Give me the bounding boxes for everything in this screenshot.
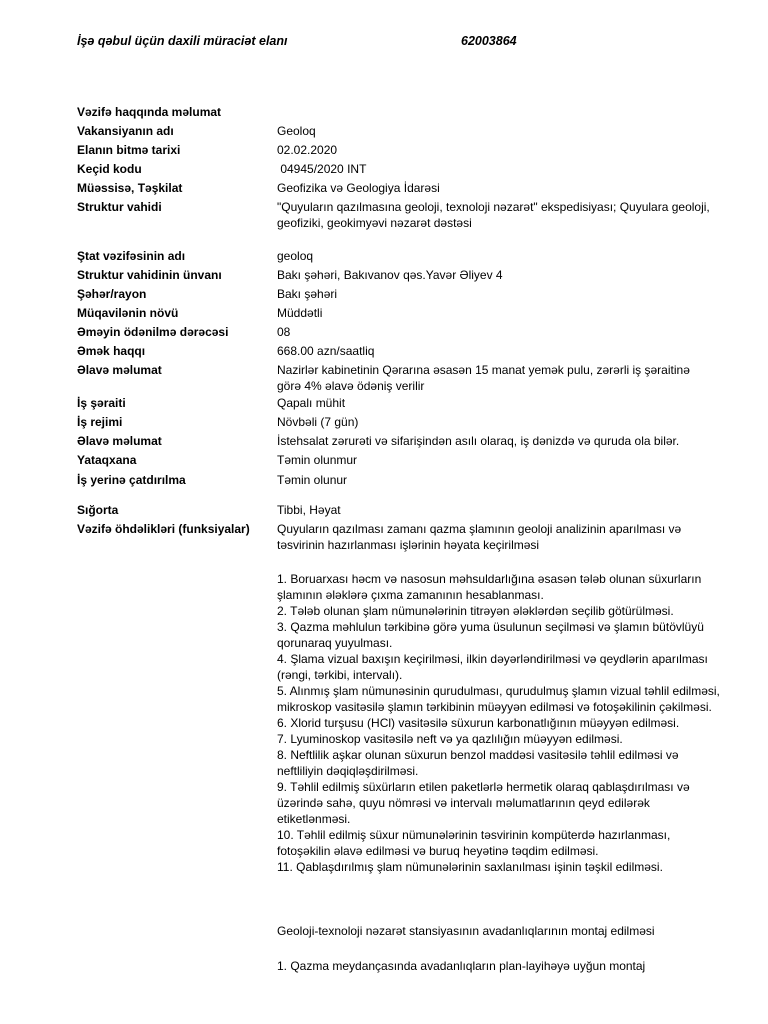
row-label: Keçid kodu bbox=[77, 162, 142, 176]
section-title: Vəzifə haqqında məlumat bbox=[77, 105, 222, 119]
row-label: Sığorta bbox=[77, 503, 119, 517]
list-item: 10. Təhlil edilmiş süxur nümunələrinin təsvirinin kompüterdə hazırlanması, fotoşəkilin əlavə edilməsi və buruq heyətinə təqdim edilməsi. bbox=[277, 828, 671, 858]
row-value: geoloq bbox=[277, 249, 314, 263]
row-value: 668.00 azn/saatliq bbox=[277, 344, 375, 358]
row-label: Şəhər/rayon bbox=[77, 287, 147, 301]
row-value: Geoloq bbox=[277, 124, 316, 138]
row-label: Yataqxana bbox=[77, 453, 137, 467]
list-item: 6. Xlorid turşusu (HCl) vasitəsilə süxurun karbonatlığının müəyyən edilməsi. bbox=[277, 716, 680, 730]
row-value: Növbəli (7 gün) bbox=[277, 415, 359, 429]
list-item: 11. Qablaşdırılmış şlam nümunələrinin saxlanılması işinin təşkil edilməsi. bbox=[277, 860, 663, 874]
row-label: Struktur vahidi bbox=[77, 200, 162, 214]
list-item: 9. Təhlil edilmiş süxürların etilen paketlərlə hermetik olaraq qablaşdırılması və üzərində sahə, quyu nömrəsi və intervalı məlumatlarının qeyd edilərək etiketlənməsi. bbox=[277, 780, 690, 826]
row-value: Müddətli bbox=[277, 306, 323, 320]
row-value: Quyuların qazılması zamanı qazma şlamının geoloji analizinin aparılması və təsvirinin hazırlanması işlərinin həyata keçirilməsi bbox=[277, 522, 682, 552]
row-value: Təmin olunmur bbox=[277, 453, 358, 467]
row-value: 02.02.2020 bbox=[277, 143, 338, 157]
row-value: Nazirlər kabinetinin Qərarına əsasən 15 manat yemək pulu, zərərli iş şəraitinə görə 4% əlavə ödəniş verilir bbox=[277, 363, 690, 393]
row-label: Əməyin ödənilmə dərəcəsi bbox=[77, 325, 229, 339]
row-label: Müəssisə, Təşkilat bbox=[77, 181, 183, 195]
row-value: 04945/2020 INT bbox=[277, 162, 367, 176]
row-label: Ştat vəzifəsinin adı bbox=[77, 249, 186, 263]
document-title: İşə qəbul üçün daxili müraciət elanı bbox=[77, 34, 288, 48]
row-label: Əmək haqqı bbox=[77, 344, 146, 358]
list-item: 8. Neftlilik aşkar olunan süxurun benzol maddəsi vasitəsilə təhlil edilməsi və neftliliyin dəqiqləşdirilməsi. bbox=[277, 748, 679, 778]
row-value: Geofizika və Geologiya İdarəsi bbox=[277, 181, 440, 195]
document-code: 62003864 bbox=[461, 34, 517, 48]
row-value: Bakı şəhəri, Bakıvanov qəs.Yavər Əliyev 4 bbox=[277, 268, 503, 282]
row-value: Bakı şəhəri bbox=[277, 287, 338, 301]
row-value: "Quyuların qazılmasına geoloji, texnoloji nəzarət" ekspedisiyası; Quyulara geoloji, geofiziki, geokimyəvi nəzarət dəstəsi bbox=[277, 200, 710, 230]
list-item: 5. Alınmış şlam nümunəsinin qurudulması, qurudulmuş şlamın vizual təhlil edilməsi, mikroskop vasitəsilə şlamın tərkibinin müəyyən edilməsi və fotoşəkilinin çəkilməsi. bbox=[277, 684, 720, 714]
row-value: 08 bbox=[277, 325, 291, 339]
row-value: Qapalı mühit bbox=[277, 396, 346, 410]
row-label: Vakansiyanın adı bbox=[77, 124, 174, 138]
row-label: Müqavilənin növü bbox=[77, 306, 179, 320]
list-item: 2. Tələb olunan şlam nümunələrinin titrəyən ələklərdən seçilib götürülməsi. bbox=[277, 604, 674, 618]
list-item: 7. Lyuminoskop vasitəsilə neft və ya qazlılığın müəyyən edilməsi. bbox=[277, 732, 623, 746]
row-label: Elanın bitmə tarixi bbox=[77, 143, 181, 157]
row-value: Təmin olunur bbox=[277, 473, 348, 487]
subsection-title: Geoloji-texnoloji nəzarət stansiyasının avadanlıqlarının montaj edilməsi bbox=[277, 924, 655, 938]
row-label: İş yerinə çatdırılma bbox=[77, 473, 186, 487]
row-label: Əlavə məlumat bbox=[77, 434, 162, 448]
list-item: 3. Qazma məhlulun tərkibinə görə yuma üsulunun seçilməsi və şlamın bütövlüyü qorunaraq yuyulması. bbox=[277, 620, 704, 650]
row-value: Tibbi, Həyat bbox=[277, 503, 341, 517]
subsection-item: 1. Qazma meydançasında avadanlıqların plan-layihəyə uyğun montaj bbox=[277, 959, 646, 973]
row-label: Vəzifə öhdəlikləri (funksiyalar) bbox=[77, 522, 250, 536]
row-value: İstehsalat zərurəti və sifarişindən asılı olaraq, iş dənizdə və quruda ola bilər. bbox=[277, 434, 680, 448]
row-label: İş şəraiti bbox=[77, 396, 126, 410]
row-label: Əlavə məlumat bbox=[77, 363, 162, 377]
list-item: 4. Şlama vizual baxışın keçirilməsi, ilkin dəyərləndirilməsi və qeydlərin aparılması (rəngi, tərkibi, intervalı). bbox=[277, 652, 708, 682]
duties-list bbox=[277, 571, 722, 875]
list-item: 1. Boruarxası həcm və nasosun məhsuldarlığına əsasən tələb olunan süxurların şlamının ələklərə çıxma zamanının hesablanması. bbox=[277, 572, 702, 602]
row-label: Struktur vahidinin ünvanı bbox=[77, 268, 222, 282]
row-label: İş rejimi bbox=[77, 415, 123, 429]
